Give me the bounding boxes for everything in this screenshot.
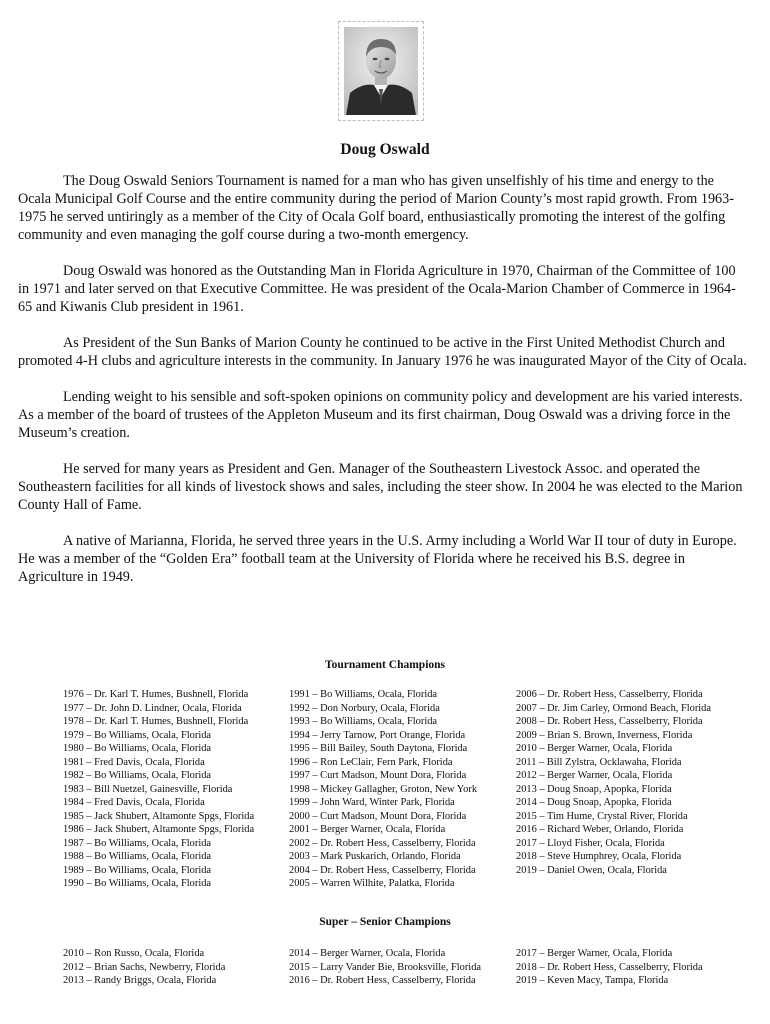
list-item: 2018 – Steve Humphrey, Ocala, Florida	[516, 851, 682, 862]
list-item: 2010 – Ron Russo, Ocala, Florida	[63, 948, 205, 959]
list-item: 1999 – John Ward, Winter Park, Florida	[289, 797, 455, 808]
bio-paragraph: He served for many years as President and Gen. Manager of the Southeastern Livestock Assoc. and operated the Southeastern facilities for all kinds of livestock shows and sales, including the steer show. In 2004 he was elected to the Marion County Hall of Fame.	[18, 461, 743, 513]
list-item: 1995 – Bill Bailey, South Daytona, Florida	[289, 743, 468, 754]
list-item: 2015 – Larry Vander Bie, Brooksville, Florida	[289, 961, 482, 973]
list-item: 1991 – Bo Williams, Ocala, Florida	[289, 689, 438, 700]
list-item: 1977 – Dr. John D. Lindner, Ocala, Florida	[63, 702, 242, 714]
super-senior-column-2	[289, 947, 481, 988]
list-item: 1990 – Bo Williams, Ocala, Florida	[63, 878, 212, 889]
super-senior-champions-heading: Super – Senior Champions	[319, 916, 451, 928]
list-item: 2012 – Brian Sachs, Newberry, Florida	[63, 961, 226, 973]
list-item: 1983 – Bill Nuetzel, Gainesville, Florida	[63, 783, 233, 795]
champions-column-2	[289, 688, 477, 891]
list-item: 1978 – Dr. Karl T. Humes, Bushnell, Florida	[63, 716, 249, 727]
list-item: 1982 – Bo Williams, Ocala, Florida	[63, 770, 212, 781]
super-senior-column-1	[63, 947, 225, 988]
list-item: 1976 – Dr. Karl T. Humes, Bushnell, Florida	[63, 689, 249, 700]
bio-paragraph: The Doug Oswald Seniors Tournament is named for a man who has given unselfishly of his time and energy to the Ocala Municipal Golf Course and the entire community during the period of Marion County’s most rapid growth. From 1963-1975 he served untiringly as a member of the City of Ocala Golf board, enthusiastically promoting the interest of the golfing community and even managing the golf course during a two-month emergency.	[18, 173, 734, 243]
list-item: 2002 – Dr. Robert Hess, Casselberry, Florida	[289, 837, 476, 849]
list-item: 2001 – Berger Warner, Ocala, Florida	[289, 824, 446, 835]
list-item: 1979 – Bo Williams, Ocala, Florida	[63, 729, 212, 741]
list-item: 2009 – Brian S. Brown, Inverness, Florida	[516, 729, 693, 741]
tournament-champions-heading: Tournament Champions	[324, 659, 446, 671]
list-item: 2008 – Dr. Robert Hess, Casselberry, Florida	[516, 716, 703, 727]
list-item: 2004 – Dr. Robert Hess, Casselberry, Florida	[289, 864, 476, 876]
list-item: 2011 – Bill Zylstra, Ocklawaha, Florida	[516, 756, 682, 768]
list-item: 2016 – Dr. Robert Hess, Casselberry, Florida	[289, 975, 476, 986]
list-item: 1989 – Bo Williams, Ocala, Florida	[63, 864, 212, 876]
biography	[18, 172, 748, 604]
list-item: 2014 – Doug Snoap, Apopka, Florida	[516, 797, 672, 808]
list-item: 2000 – Curt Madson, Mount Dora, Florida	[289, 810, 467, 822]
champions-column-3	[516, 688, 711, 877]
list-item: 2019 – Daniel Owen, Ocala, Florida	[516, 864, 667, 876]
list-item: 1996 – Ron LeClair, Fern Park, Florida	[289, 756, 453, 768]
list-item: 2010 – Berger Warner, Ocala, Florida	[516, 743, 673, 754]
list-item: 2013 – Doug Snoap, Apopka, Florida	[516, 783, 672, 795]
list-item: 1981 – Fred Davis, Ocala, Florida	[63, 756, 205, 768]
list-item: 1992 – Don Norbury, Ocala, Florida	[289, 702, 440, 714]
list-item: 2017 – Berger Warner, Ocala, Florida	[516, 948, 673, 959]
list-item: 2006 – Dr. Robert Hess, Casselberry, Florida	[516, 689, 703, 700]
list-item: 1993 – Bo Williams, Ocala, Florida	[289, 716, 438, 727]
list-item: 2019 – Keven Macy, Tampa, Florida	[516, 975, 669, 986]
list-item: 2018 – Dr. Robert Hess, Casselberry, Florida	[516, 961, 703, 973]
list-item: 2007 – Dr. Jim Carley, Ormond Beach, Florida	[516, 702, 711, 714]
bio-paragraph: A native of Marianna, Florida, he served three years in the U.S. Army including a World War II tour of duty in Europe. He was a member of the “Golden Era” football team at the University of Florida where he received his B.S. degree in Agriculture in 1949.	[18, 533, 737, 585]
bio-paragraph: Doug Oswald was honored as the Outstanding Man in Florida Agriculture in 1970, Chairman of the Committee of 100 in 1971 and later served on that Executive Committee. He was president of the Ocala-Marion Chamber of Commerce in 1964-65 and Kiwanis Club president in 1961.	[18, 263, 736, 315]
list-item: 1986 – Jack Shubert, Altamonte Spgs, Florida	[63, 824, 255, 835]
page-title: Doug Oswald	[340, 141, 430, 158]
portrait-photo	[344, 27, 418, 115]
super-senior-column-3	[516, 947, 703, 988]
list-item: 1985 – Jack Shubert, Altamonte Spgs, Florida	[63, 810, 255, 822]
list-item: 1984 – Fred Davis, Ocala, Florida	[63, 797, 205, 808]
champions-column-1	[63, 688, 254, 891]
list-item: 2014 – Berger Warner, Ocala, Florida	[289, 948, 446, 959]
list-item: 2003 – Mark Puskarich, Orlando, Florida	[289, 851, 461, 862]
bio-paragraph: Lending weight to his sensible and soft-spoken opinions on community policy and development are his varied interests. As a member of the board of trustees of the Appleton Museum and its first chairman, Doug Oswald was a driving force in the Museum’s creation.	[18, 389, 743, 441]
list-item: 1980 – Bo Williams, Ocala, Florida	[63, 743, 212, 754]
list-item: 2013 – Randy Briggs, Ocala, Florida	[63, 975, 217, 986]
list-item: 2015 – Tim Hume, Crystal River, Florida	[516, 810, 688, 822]
list-item: 1987 – Bo Williams, Ocala, Florida	[63, 837, 212, 849]
list-item: 1988 – Bo Williams, Ocala, Florida	[63, 851, 212, 862]
bio-paragraph: As President of the Sun Banks of Marion County he continued to be active in the First United Methodist Church and promoted 4-H clubs and agriculture interests in the community. In January 1976 he was inaugurated Mayor of the City of Ocala.	[18, 335, 747, 369]
list-item: 2017 – Lloyd Fisher, Ocala, Florida	[516, 837, 665, 849]
list-item: 1997 – Curt Madson, Mount Dora, Florida	[289, 770, 467, 781]
list-item: 1994 – Jerry Tarnow, Port Orange, Florida	[289, 729, 466, 741]
list-item: 2012 – Berger Warner, Ocala, Florida	[516, 770, 673, 781]
list-item: 2016 – Richard Weber, Orlando, Florida	[516, 824, 684, 835]
portrait-frame	[338, 21, 424, 121]
list-item: 2005 – Warren Wilhite, Palatka, Florida	[289, 878, 455, 889]
list-item: 1998 – Mickey Gallagher, Groton, New York	[289, 783, 478, 795]
